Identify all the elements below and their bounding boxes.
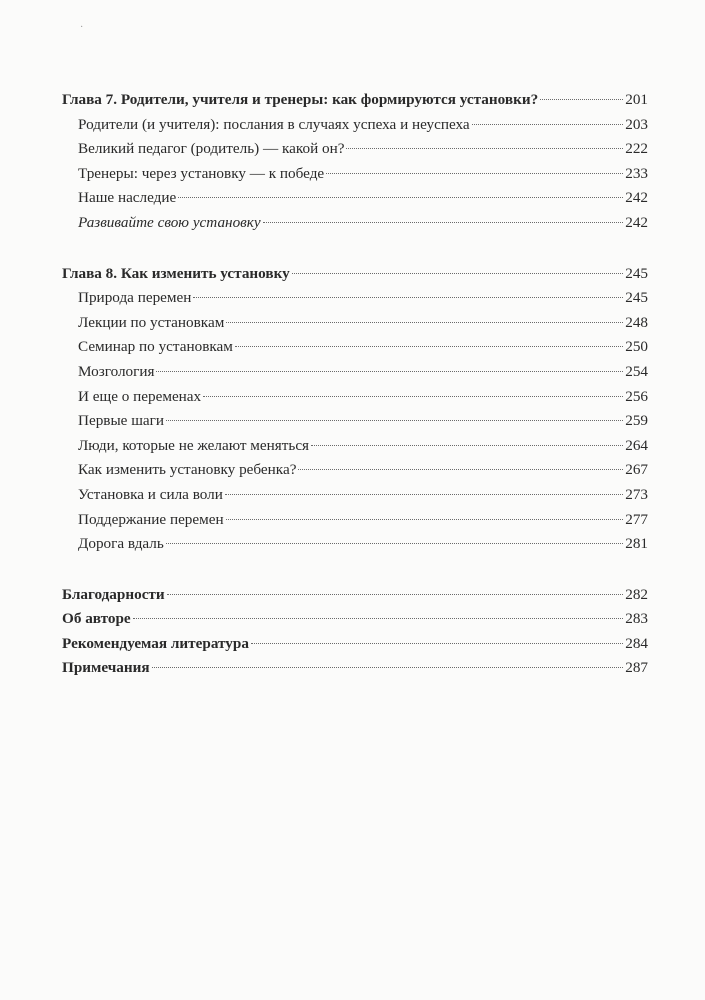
toc-entry-page: 201 bbox=[625, 91, 648, 108]
toc-entry-page: 248 bbox=[625, 313, 648, 331]
dot-leader bbox=[326, 173, 623, 174]
toc-entry-page: 264 bbox=[625, 436, 648, 454]
toc-entry-page: 203 bbox=[625, 115, 648, 133]
dot-leader bbox=[251, 643, 623, 644]
toc-entry-page: 277 bbox=[625, 510, 648, 528]
toc-entry-title: Как изменить установку ребенка? bbox=[78, 461, 297, 479]
toc-entry-title: Развивайте свою установку bbox=[78, 213, 261, 231]
toc-entry-page: 222 bbox=[625, 140, 648, 158]
dot-leader bbox=[225, 494, 623, 495]
dot-leader bbox=[298, 469, 623, 470]
toc-entry-title: Установка и сила воли bbox=[78, 485, 223, 503]
toc-entry-title: Примечания bbox=[62, 659, 150, 677]
toc-entry-page: 256 bbox=[625, 387, 648, 405]
toc-section-chapter-7 bbox=[62, 88, 648, 236]
corner-mark: · bbox=[80, 22, 84, 33]
toc-entry-title: Глава 8. Как изменить установку bbox=[62, 264, 290, 282]
toc-entry-title: Наше наследие bbox=[78, 189, 177, 207]
toc-entry-page: 284 bbox=[625, 634, 648, 652]
dot-leader bbox=[226, 519, 624, 520]
dot-leader bbox=[133, 618, 624, 619]
toc-chapter-7[interactable] bbox=[62, 88, 648, 113]
toc-entry-page: 242 bbox=[625, 189, 648, 207]
toc-entry[interactable] bbox=[62, 458, 648, 483]
dot-leader bbox=[152, 667, 624, 668]
toc-entry-title: Об авторе bbox=[62, 610, 131, 628]
dot-leader bbox=[203, 396, 623, 397]
toc-notes[interactable] bbox=[62, 656, 648, 681]
dot-leader bbox=[540, 99, 623, 100]
toc-entry-page: 254 bbox=[625, 362, 648, 380]
toc-entry-title: Лекции по установкам bbox=[78, 313, 225, 331]
toc-entry-title: И еще о переменах bbox=[78, 387, 202, 405]
toc-entry-title: Благодарности bbox=[62, 585, 165, 603]
toc-entry[interactable] bbox=[62, 186, 648, 211]
toc-entry-page: 259 bbox=[625, 412, 648, 430]
toc-chapter-8[interactable] bbox=[62, 262, 648, 287]
toc-entry-page: 242 bbox=[625, 213, 648, 231]
toc-entry[interactable] bbox=[62, 162, 648, 187]
dot-leader bbox=[346, 148, 623, 149]
toc-entry[interactable] bbox=[62, 311, 648, 336]
toc-entry[interactable] bbox=[62, 483, 648, 508]
toc-entry-page: 281 bbox=[625, 535, 648, 553]
toc-entry-page: 250 bbox=[625, 338, 648, 356]
toc-acknowledgements[interactable] bbox=[62, 583, 648, 608]
toc-entry-title: Дорога вдаль bbox=[78, 535, 164, 553]
dot-leader bbox=[263, 222, 624, 223]
toc-entry[interactable] bbox=[62, 113, 648, 138]
toc-entry[interactable] bbox=[62, 508, 648, 533]
dot-leader bbox=[178, 197, 623, 198]
toc-entry[interactable] bbox=[62, 335, 648, 360]
dot-leader bbox=[235, 346, 623, 347]
dot-leader bbox=[226, 322, 623, 323]
toc-section-chapter-8 bbox=[62, 262, 648, 557]
dot-leader bbox=[292, 273, 624, 274]
toc-entry[interactable] bbox=[62, 385, 648, 410]
toc-recommended-reading[interactable] bbox=[62, 632, 648, 657]
toc-entry[interactable] bbox=[62, 409, 648, 434]
toc-entry-page: 245 bbox=[625, 264, 648, 282]
toc-entry[interactable] bbox=[62, 360, 648, 385]
toc-entry-title: Первые шаги bbox=[78, 412, 165, 430]
toc-entry[interactable] bbox=[62, 211, 648, 236]
dot-leader bbox=[166, 420, 623, 421]
toc-entry-page: 282 bbox=[625, 585, 648, 603]
toc-entry-title: Поддержание перемен bbox=[78, 510, 224, 528]
toc-about-author[interactable] bbox=[62, 607, 648, 632]
toc-entry-page: 273 bbox=[625, 485, 648, 503]
toc-entry-page: 267 bbox=[625, 461, 648, 479]
dot-leader bbox=[193, 297, 623, 298]
toc-entry-title: Рекомендуемая литература bbox=[62, 634, 249, 652]
dot-leader bbox=[311, 445, 623, 446]
toc-entry[interactable] bbox=[62, 434, 648, 459]
toc-entry-title: Люди, которые не желают меняться bbox=[78, 436, 310, 454]
toc-entry-page: 287 bbox=[625, 659, 648, 677]
toc-entry-page: 245 bbox=[625, 289, 648, 307]
toc-entry[interactable] bbox=[62, 532, 648, 557]
toc-entry-title: Родители (и учителя): послания в случаях успеха и неуспеха bbox=[78, 115, 470, 133]
toc-entry-page: 283 bbox=[625, 610, 648, 628]
toc-entry-title: Тренеры: через установку — к победе bbox=[78, 164, 325, 182]
dot-leader bbox=[166, 543, 623, 544]
toc-entry-page: 233 bbox=[625, 164, 648, 182]
toc-entry-title: Мозгология bbox=[78, 362, 155, 380]
toc-section-back-matter bbox=[62, 583, 648, 681]
toc-entry-title: Великий педагог (родитель) — какой он? bbox=[78, 140, 345, 158]
toc-entry-title: Природа перемен bbox=[78, 289, 192, 307]
toc-entry[interactable] bbox=[62, 286, 648, 311]
dot-leader bbox=[472, 124, 624, 125]
toc-entry-title: Семинар по установкам bbox=[78, 338, 233, 356]
toc-entry-title: Глава 7. Родители, учителя и тренеры: как формируются установки? bbox=[62, 91, 539, 108]
table-of-contents bbox=[62, 88, 648, 707]
dot-leader bbox=[167, 594, 624, 595]
dot-leader bbox=[156, 371, 623, 372]
toc-entry[interactable] bbox=[62, 137, 648, 162]
